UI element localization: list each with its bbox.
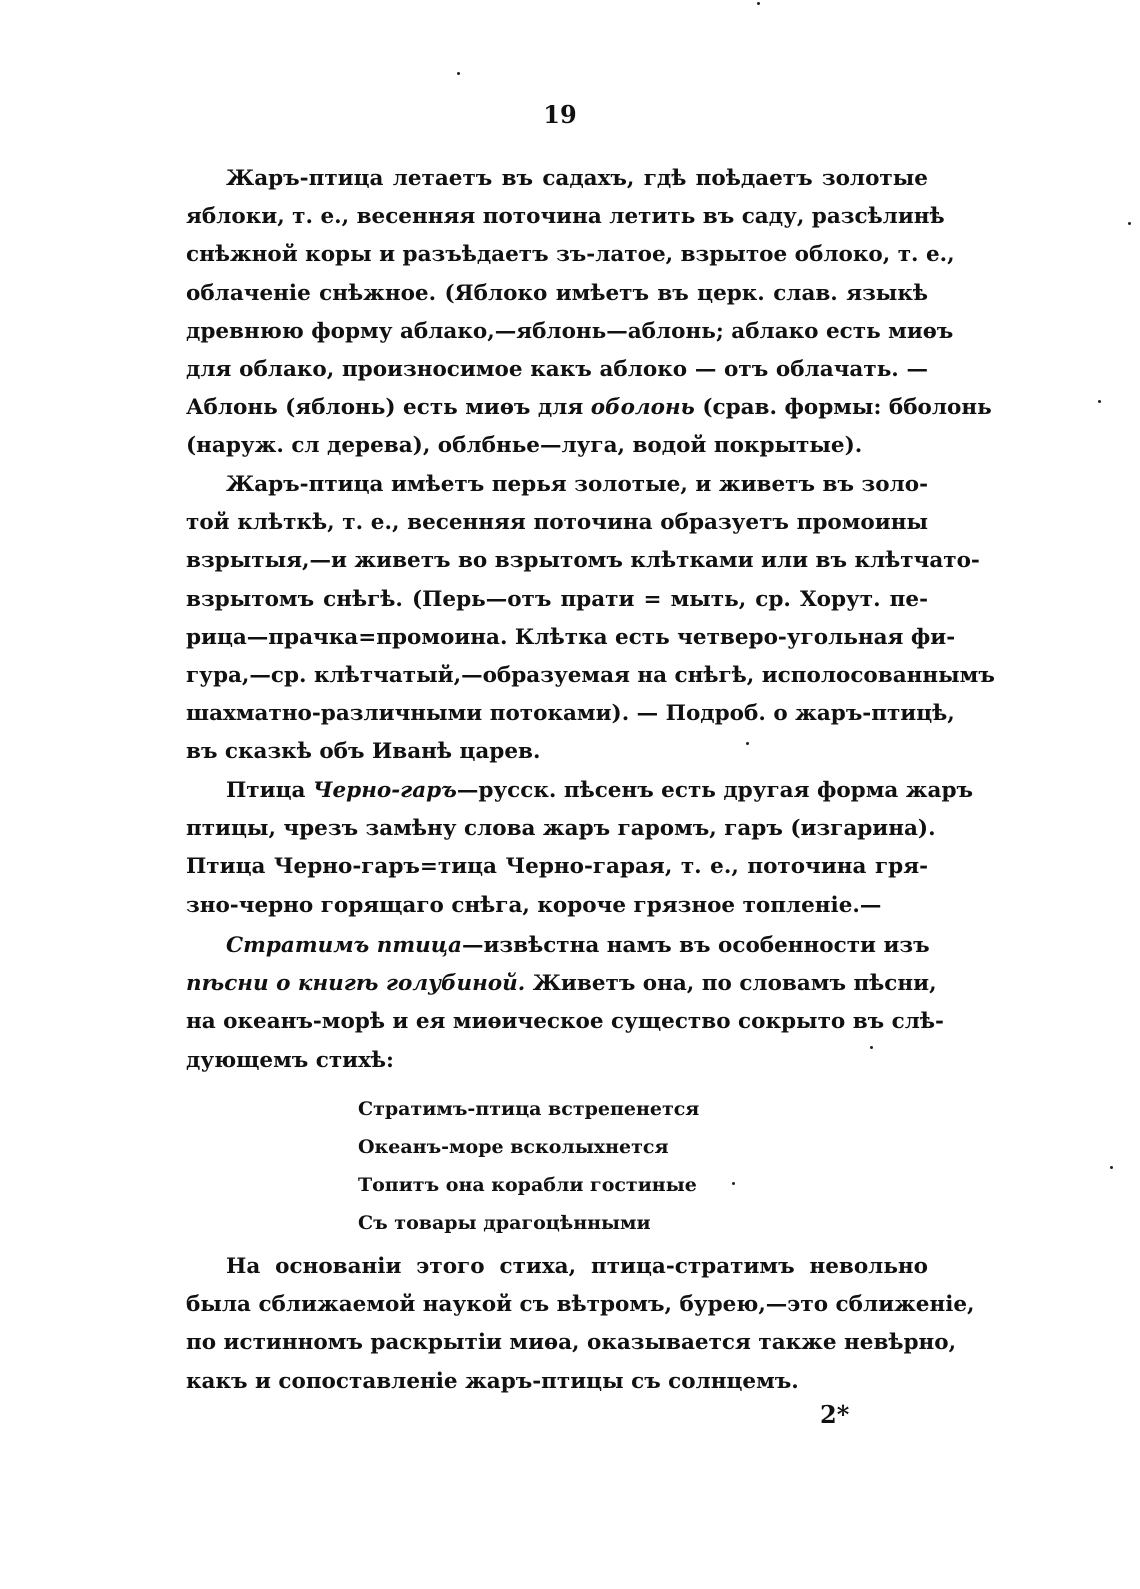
verse-line: Топитъ она корабли гостиные	[358, 1174, 697, 1196]
scan-speck	[732, 1182, 735, 1185]
text-line: рица—прачка=промоина. Клѣтка есть четверо-угольная фи-	[186, 624, 956, 650]
text-line: шахматно-различными потоками). — Подроб. о жаръ-птицѣ,	[186, 701, 955, 727]
text-line: по истинномъ раскрытіи миѳа, оказывается также невѣрно,	[186, 1330, 957, 1356]
paragraph-3	[186, 772, 973, 925]
text-line: снѣжной коры и разъѣдаетъ зъ-латое, взрытое облоко, т. е.,	[186, 242, 955, 268]
text-line: дующемъ стихѣ:	[186, 1047, 394, 1073]
text-line	[186, 772, 973, 810]
text-line: Птица Черно-гаръ=тица Черно-гарая, т. е., поточина гря-	[186, 854, 928, 880]
text-line: гура,—ср. клѣтчатый,—образуемая на снѣгѣ, исполосованнымъ	[186, 662, 995, 688]
scan-speck	[1128, 222, 1131, 225]
page-number: 19	[543, 100, 577, 129]
text-line: облаченіе снѣжное. (Яблоко имѣетъ въ церк. слав. языкѣ	[186, 280, 928, 306]
text-line: зно-черно горящаго снѣга, короче грязное топленіе.—	[186, 892, 882, 918]
scan-speck	[757, 2, 760, 5]
text-line: (наруж. сл дерева), облбнье—луга, водой покрытые).	[186, 433, 863, 459]
signature-mark: 2*	[820, 1400, 850, 1429]
text-line: взрытыя,—и живетъ во взрытомъ клѣтками или въ клѣтчато-	[186, 548, 980, 574]
paragraph-4	[186, 927, 944, 1080]
text-segment: Птица	[226, 778, 313, 803]
text-line	[186, 927, 928, 965]
scan-speck	[1098, 400, 1101, 403]
text-line: Жаръ-птица имѣетъ перья золотые, и живетъ въ золо-	[226, 472, 928, 497]
scan-speck	[870, 1046, 873, 1049]
verse-line: Стратимъ-птица встрепенется	[358, 1098, 700, 1120]
text-line: Жаръ-птица летаетъ въ садахъ, гдѣ поѣдаетъ золотые	[226, 166, 928, 191]
italic-term: оболонь	[590, 395, 695, 421]
text-segment: —русск. пѣсенъ есть другая форма жаръ	[456, 778, 973, 803]
text-segment: Живетъ она, по словамъ пѣсни,	[525, 971, 937, 997]
italic-term: Стратимъ птица	[226, 933, 462, 958]
paragraph-1	[186, 160, 992, 466]
text-segment: Аблонь (яблонь) есть миѳъ для	[186, 395, 591, 421]
text-line	[186, 965, 937, 1003]
scan-speck	[457, 72, 460, 75]
text-line: На основаніи этого стиха, птица-стратимъ невольно	[226, 1254, 928, 1279]
scan-speck	[746, 742, 749, 745]
paragraph-2	[186, 466, 995, 772]
text-line: была сближаемой наукой съ вѣтромъ, бурею,—это сближеніе,	[186, 1292, 975, 1318]
text-line: въ сказкѣ объ Иванѣ царев.	[186, 739, 541, 765]
text-line: на океанъ-морѣ и ея миѳическое существо сокрыто въ слѣ-	[186, 1009, 944, 1035]
text-segment: —извѣстна намъ въ особенности изъ	[461, 933, 930, 958]
text-segment: (срав. формы: ббoлонь	[694, 395, 992, 421]
text-line	[186, 389, 992, 427]
paragraph-5	[186, 1248, 975, 1401]
text-line: яблоки, т. е., весенняя поточина летить въ саду, разсѣлинѣ	[186, 204, 945, 230]
italic-term: Черно-гаръ	[312, 778, 457, 803]
scan-speck	[1110, 1166, 1113, 1169]
italic-term: пѣсни о книгѣ голубиной.	[186, 971, 526, 997]
verse-line: Океанъ-море всколыхнется	[358, 1136, 669, 1158]
text-line: для облако, произносимое какъ аблоко — отъ облачать. —	[186, 356, 928, 382]
text-line: той клѣткѣ, т. е., весенняя поточина образуетъ промоины	[186, 510, 928, 536]
text-line: древнюю форму аблако,—яблонь—аблонь; аблако есть миѳъ	[186, 318, 954, 344]
verse-quote	[358, 1090, 699, 1242]
text-line: какъ и сопоставленіе жаръ-птицы съ солнцемъ.	[186, 1368, 799, 1394]
text-line: взрытомъ снѣгѣ. (Перь—отъ прати = мыть, ср. Хорут. пе-	[186, 586, 928, 612]
text-line: птицы, чрезъ замѣну слова жаръ гаромъ, гаръ (изгарина).	[186, 816, 936, 842]
verse-line: Съ товары драгоцѣнными	[358, 1212, 651, 1234]
